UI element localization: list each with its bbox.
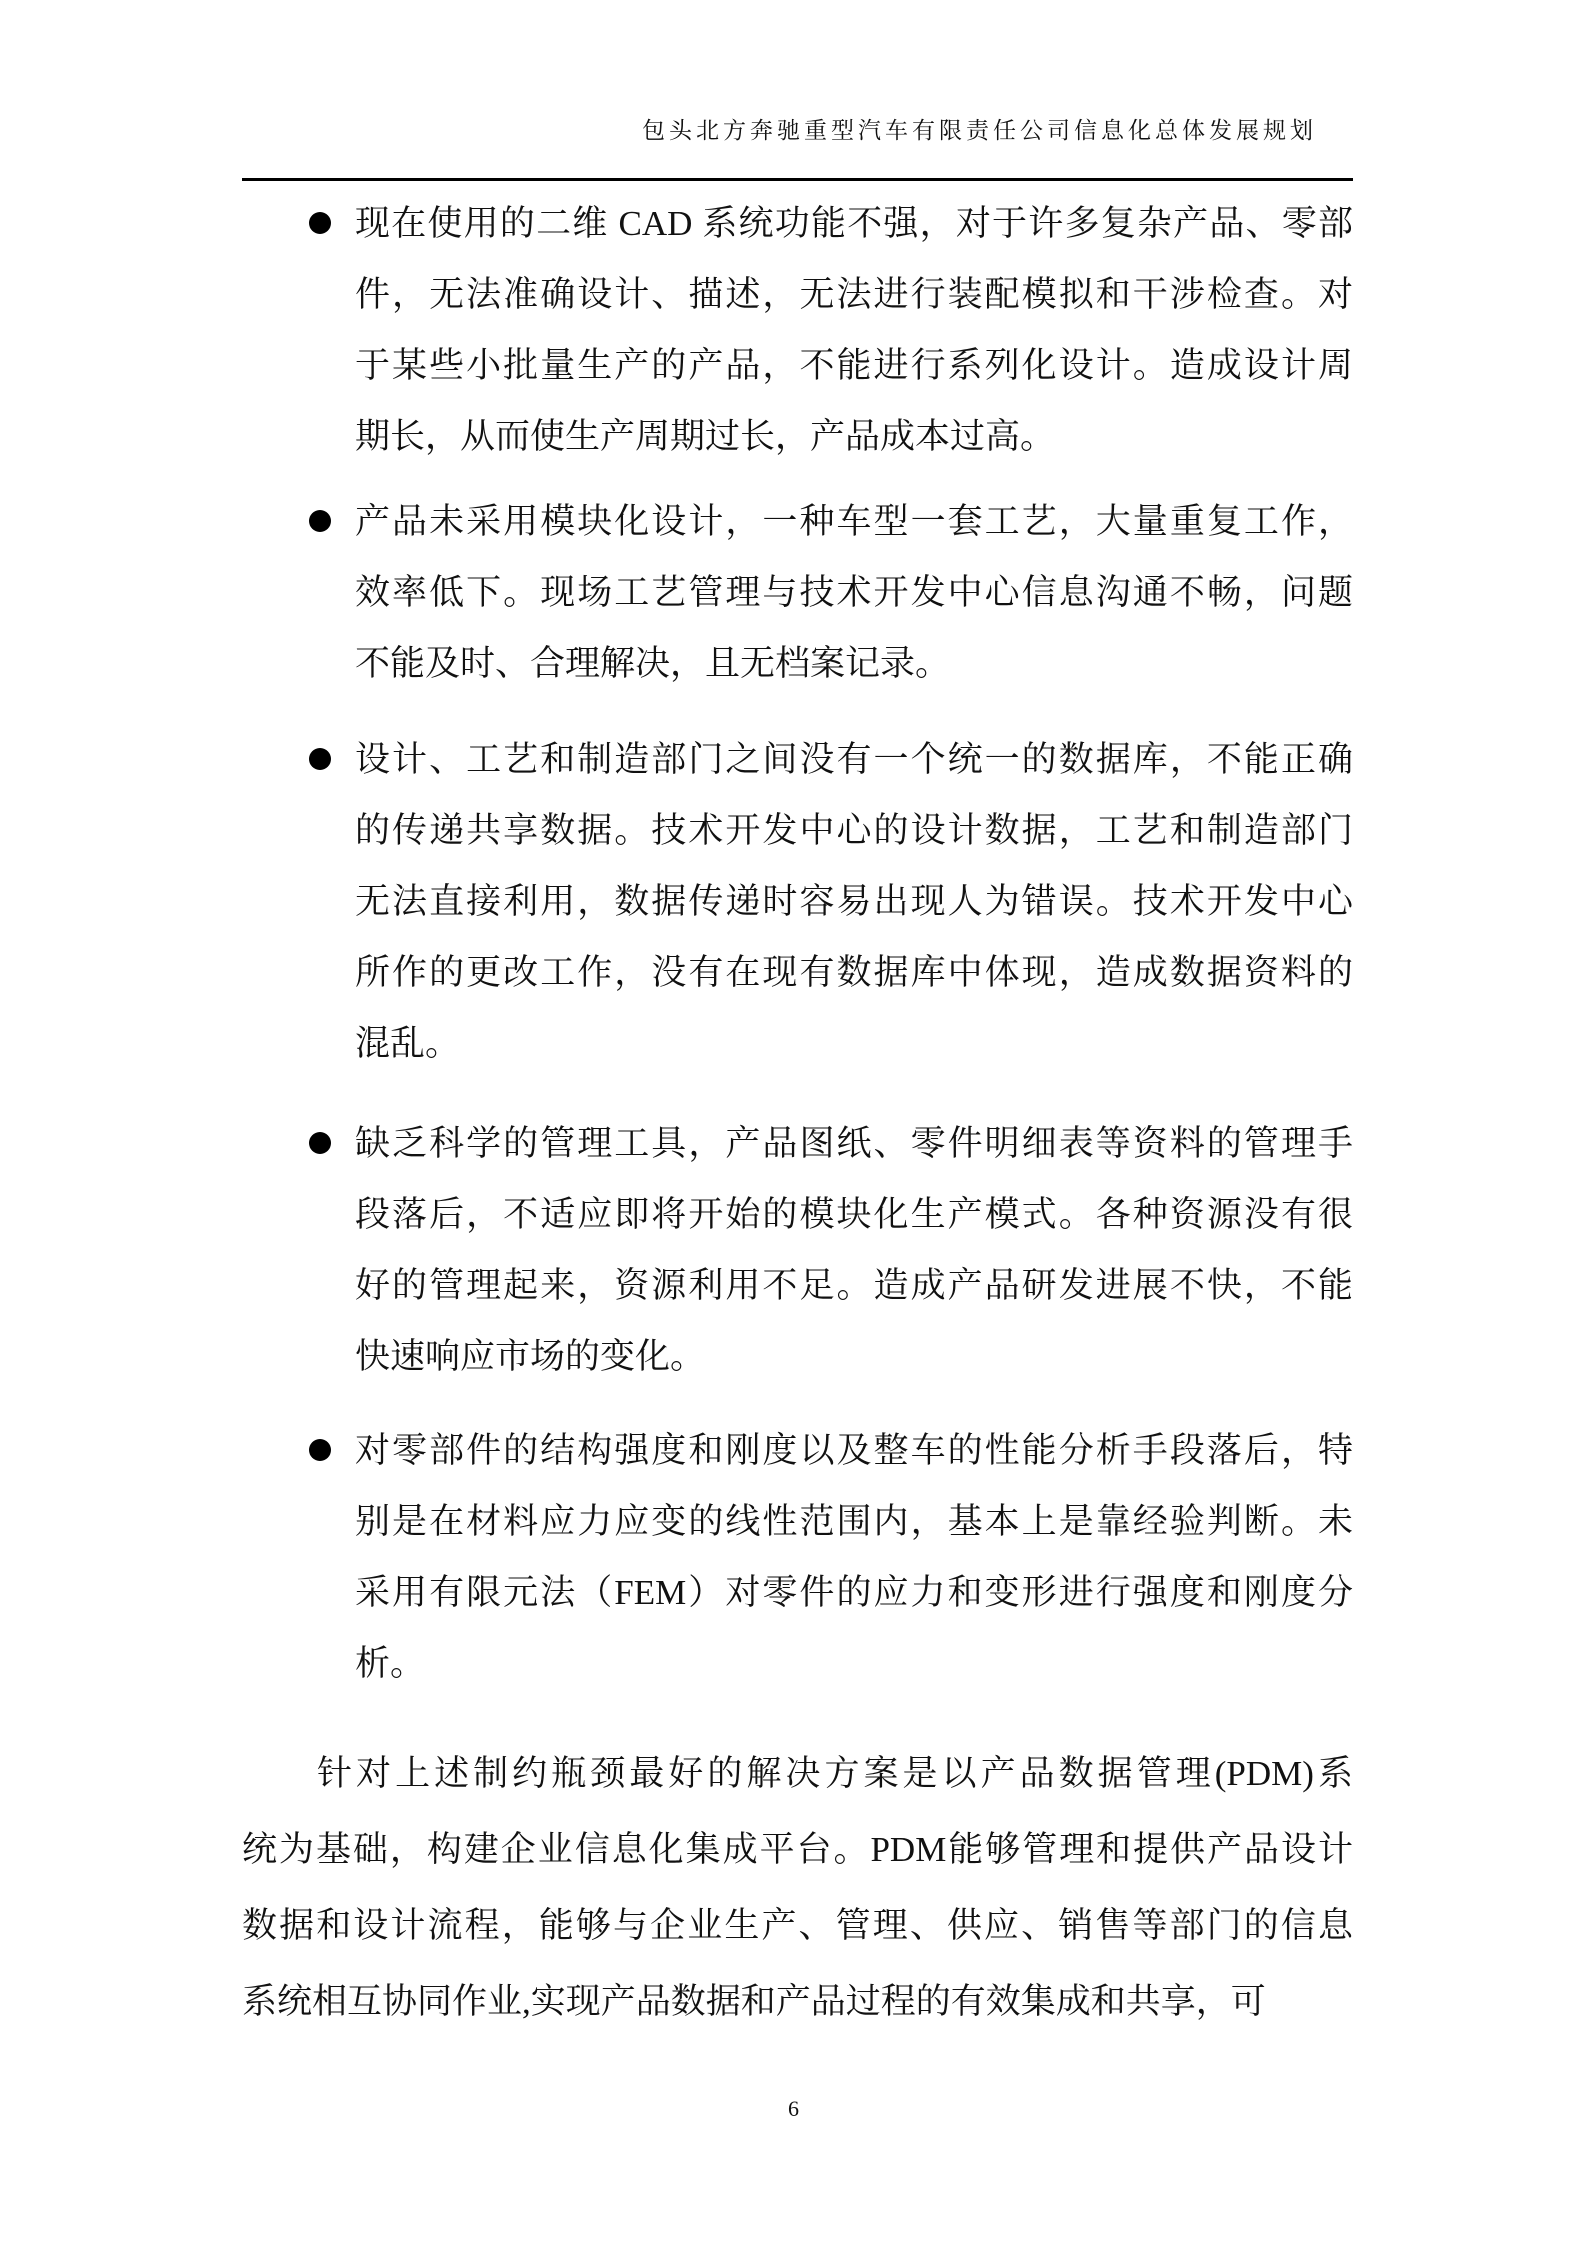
- text-line: 系统相互协同作业,实现产品数据和产品过程的有效集成和共享，可: [242, 1982, 1266, 2021]
- bullet-item: [355, 724, 1353, 1079]
- text-line: 所作的更改工作，没有在现有数据库中体现，造成数据资料的: [355, 953, 1353, 992]
- text-line: 产品未采用模块化设计，一种车型一套工艺，大量重复工作，: [355, 502, 1353, 541]
- text-line: 效率低下。现场工艺管理与技术开发中心信息沟通不畅，问题: [355, 573, 1353, 612]
- text-line: 采用有限元法（FEM）对零件的应力和变形进行强度和刚度分: [355, 1573, 1353, 1612]
- text-line: 数据和设计流程，能够与企业生产、管理、供应、销售等部门的信息: [242, 1906, 1353, 1945]
- bullet-item: [355, 188, 1353, 472]
- page-number: 6: [788, 2096, 799, 2121]
- text-line: 不能及时、合理解决，且无档案记录。: [355, 644, 951, 683]
- bullet-item: [355, 1108, 1353, 1392]
- bullet-icon: [309, 1132, 331, 1154]
- text-line: 别是在材料应力应变的线性范围内，基本上是靠经验判断。未: [355, 1502, 1353, 1541]
- text-line: 缺乏科学的管理工具，产品图纸、零件明细表等资料的管理手: [355, 1124, 1353, 1163]
- page-header: 包头北方奔驰重型汽车有限责任公司信息化总体发展规划: [642, 118, 1317, 143]
- bullet-item: [355, 1415, 1353, 1699]
- text-line: 统为基础，构建企业信息化集成平台。PDM能够管理和提供产品设计: [242, 1830, 1353, 1869]
- bullet-icon: [309, 748, 331, 770]
- text-line: 针对上述制约瓶颈最好的解决方案是以产品数据管理(PDM)系: [317, 1754, 1353, 1793]
- text-line: 的传递共享数据。技术开发中心的设计数据，工艺和制造部门: [355, 811, 1353, 850]
- bullet-icon: [309, 212, 331, 234]
- text-line: 件，无法准确设计、描述，无法进行装配模拟和干涉检查。对: [355, 275, 1353, 314]
- bullet-icon: [309, 1439, 331, 1461]
- bullet-icon: [309, 510, 331, 532]
- text-line: 段落后，不适应即将开始的模块化生产模式。各种资源没有很: [355, 1195, 1353, 1234]
- text-line: 于某些小批量生产的产品，不能进行系列化设计。造成设计周: [355, 346, 1353, 385]
- text-line: 对零部件的结构强度和刚度以及整车的性能分析手段落后，特: [355, 1431, 1353, 1470]
- closing-paragraph: [242, 1736, 1353, 2040]
- text-line: 期长，从而使生产周期过长，产品成本过高。: [355, 417, 1056, 456]
- bullet-item: [355, 486, 1353, 699]
- text-line: 现在使用的二维 CAD 系统功能不强，对于许多复杂产品、零部: [355, 204, 1353, 243]
- text-line: 设计、工艺和制造部门之间没有一个统一的数据库，不能正确: [355, 740, 1353, 779]
- text-line: 好的管理起来，资源利用不足。造成产品研发进展不快，不能: [355, 1266, 1353, 1305]
- text-line: 无法直接利用，数据传递时容易出现人为错误。技术开发中心: [355, 882, 1353, 921]
- text-line: 快速响应市场的变化。: [355, 1337, 706, 1376]
- text-line: 析。: [355, 1644, 426, 1683]
- header-rule: [242, 178, 1353, 181]
- text-line: 混乱。: [355, 1024, 461, 1063]
